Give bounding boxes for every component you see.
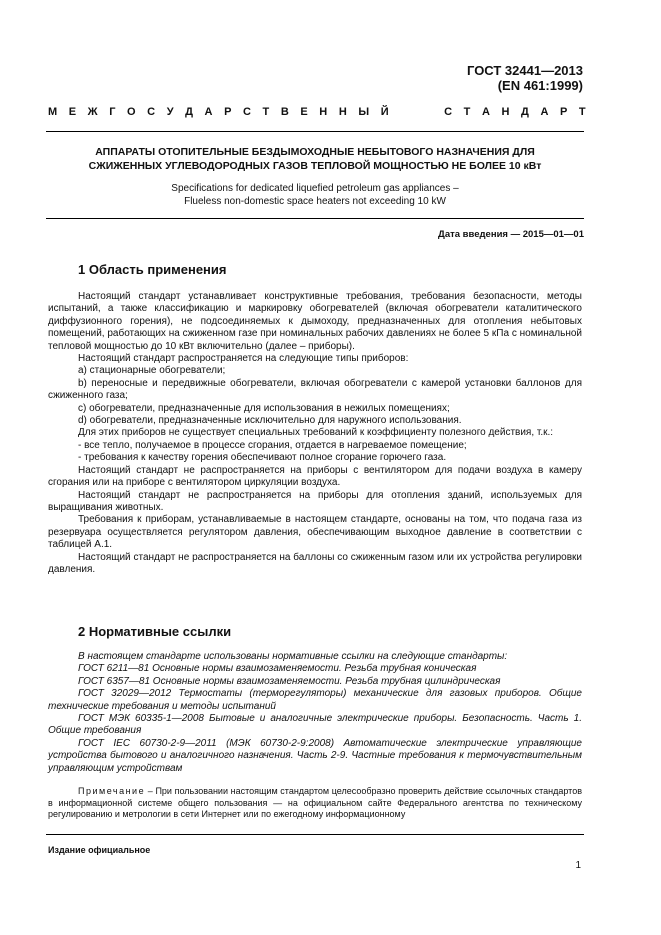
heading-letter: О: [127, 106, 136, 118]
heading-letter: С: [444, 106, 453, 118]
heading-letter: У: [166, 106, 174, 118]
heading-letter: А: [540, 106, 549, 118]
gost-number: ГОСТ 32441—2013: [467, 63, 583, 78]
intro-date: Дата введения — 2015—01—01: [438, 229, 584, 240]
heading-letter: А: [204, 106, 213, 118]
reference-item: ГОСТ 6357—81 Основные нормы взаимозаменяемости. Резьба трубная цилиндрическая: [78, 675, 501, 687]
heading-letter: Е: [300, 106, 308, 118]
document-title-en: [46, 183, 584, 208]
paragraph: Настоящий стандарт не распространяется на приборы для отопления зданий, используемых для выращивания животных.: [48, 489, 582, 513]
note: [48, 786, 582, 821]
heading-letter: Р: [224, 106, 232, 118]
section2-heading: 2 Нормативные ссылки: [78, 624, 232, 639]
title-rule: [46, 218, 584, 219]
document-title-ru: [46, 145, 584, 173]
paragraph: Настоящий стандарт не распространяется на приборы с вентилятором для подачи воздуха в камеру сгорания или на приборе с вентилятором циркуляции воздуха.: [48, 464, 582, 489]
heading-letter: Д: [185, 106, 193, 118]
paragraph: Настоящий стандарт не распространяется на баллоны со сжиженным газом или их устройства регулировки давления.: [48, 551, 582, 575]
heading-letter: Й: [380, 106, 389, 118]
list-item: - требования к качеству горения обеспечивают полное сгорание горючего газа.: [78, 452, 447, 464]
paragraph: Настоящий стандарт распространяется на следующие типы приборов:: [78, 353, 409, 365]
list-item: b) переносные и передвижные обогреватели, включая обогреватели с камерой установки баллонов для сжиженного газа;: [48, 377, 582, 402]
page-number: 1: [575, 860, 581, 871]
section1-heading: 1 Область применения: [78, 262, 227, 277]
heading-letter: Т: [578, 106, 586, 118]
heading-letter: В: [280, 106, 289, 118]
heading-letter: Р: [559, 106, 568, 118]
heading-letter: Ы: [358, 106, 370, 118]
paragraph: Для этих приборов не существует специальных требований к коэффициенту полезного действия, т.к.:: [78, 427, 554, 439]
title-en-line2: Flueless non-domestic space heaters not exceeding 10 kW: [184, 195, 446, 207]
paragraph: Требования к приборам, устанавливаемые в настоящем стандарте, основаны на том, что подача газа из резервуара осуществляется регулятором давления, обеспечивающим выходное давление в соответствии с таблицей А.1.: [48, 514, 582, 551]
heading-letter: С: [147, 106, 156, 118]
reference-item: ГОСТ МЭК 60335-1—2008 Бытовые и аналогичные электрические приборы. Безопасность. Часть 1. Общие требования: [48, 713, 582, 737]
heading-letter: Е: [68, 106, 77, 118]
reference-item: ГОСТ 6211—81 Основные нормы взаимозаменяемости. Резьба трубная коническая: [78, 663, 477, 675]
gost-designation: [467, 63, 583, 93]
heading-letter: С: [243, 106, 251, 118]
footer-rule: [46, 834, 584, 835]
paragraph: Настоящий стандарт устанавливает конструктивные требования, требования безопасности, методы испытаний, а также классификацию и маркировку обогревателей (включая обогреватели каталитического диффузионного горения), не подсоединяемых к дымоходу, предназначенных для отопления небытовых помещений, работающих на сжиженном газе при номинальных рабочих давлениях не более 5 кПа с номинальной тепловой мощностью до 10 кВт включительно (далее – приборы).: [48, 291, 582, 352]
heading-letter: Н: [501, 106, 510, 118]
section1-body: [48, 291, 582, 576]
list-item: a) стационарные обогреватели;: [78, 365, 226, 377]
heading-letter: Д: [521, 106, 529, 118]
references-intro: В настоящем стандарте использованы нормативные ссылки на следующие стандарты:: [78, 651, 508, 662]
heading-letter: Н: [338, 106, 347, 118]
edition-label: Издание официальное: [48, 845, 151, 855]
list-item: c) обогреватели, предназначенные для использования в нежилых помещениях;: [78, 402, 450, 414]
title-ru-line2: СЖИЖЕННЫХ УГЛЕВОДОРОДНЫХ ГАЗОВ ТЕПЛОВОЙ МОЩНОСТЬЮ НЕ БОЛЕЕ 10 кВт: [88, 160, 542, 172]
list-item: d) обогреватели, предназначенные исключительно для наружного использования.: [78, 415, 462, 427]
heading-letter: Ж: [87, 106, 98, 118]
title-ru-line1: АППАРАТЫ ОТОПИТЕЛЬНЫЕ БЕЗДЫМОХОДНЫЕ НЕБЫТОВОГО НАЗНАЧЕНИЯ ДЛЯ: [95, 146, 535, 158]
note-text: – При пользовании настоящим стандартом целесообразно проверить действие ссылочных стандартов в информационной системе общего пользования — на официальном сайте Федерального агентства по техническому регулированию и метрологии в сети Интернет или по ежегодному информационному: [48, 786, 582, 819]
reference-item: ГОСТ IEC 60730-2-9—2011 (МЭК 60730-2-9:2008) Автоматические электрические управляющие устройства бытового и аналогичного назначения. Часть 2-9. Частные требования к термочувствительным управляющим устройствам: [48, 737, 582, 774]
heading-letter: А: [481, 106, 490, 118]
heading-letter: [400, 106, 403, 118]
heading-letter: Н: [319, 106, 328, 118]
heading-letter: [429, 106, 432, 118]
note-label: Примечание: [78, 786, 146, 796]
heading-letter: [415, 106, 418, 118]
reference-item: ГОСТ 32029—2012 Термостаты (терморегуляторы) механические для газовых приборов. Общие технические требования и методы испытаний: [48, 688, 582, 712]
heading-letter: М: [48, 106, 58, 118]
header-rule: [46, 131, 584, 132]
heading-letter: Г: [109, 106, 116, 118]
list-item: - все тепло, получаемое в процессе сгорания, отдается в нагреваемое помещение;: [78, 439, 467, 451]
title-en-line1: Specifications for dedicated liquefied petroleum gas appliances –: [171, 183, 459, 194]
heading-letter: Т: [463, 106, 471, 118]
interstate-standard-heading: [48, 106, 586, 118]
heading-letter: Т: [262, 106, 270, 118]
section2-references: [48, 651, 582, 775]
en-number: (EN 461:1999): [497, 78, 583, 93]
